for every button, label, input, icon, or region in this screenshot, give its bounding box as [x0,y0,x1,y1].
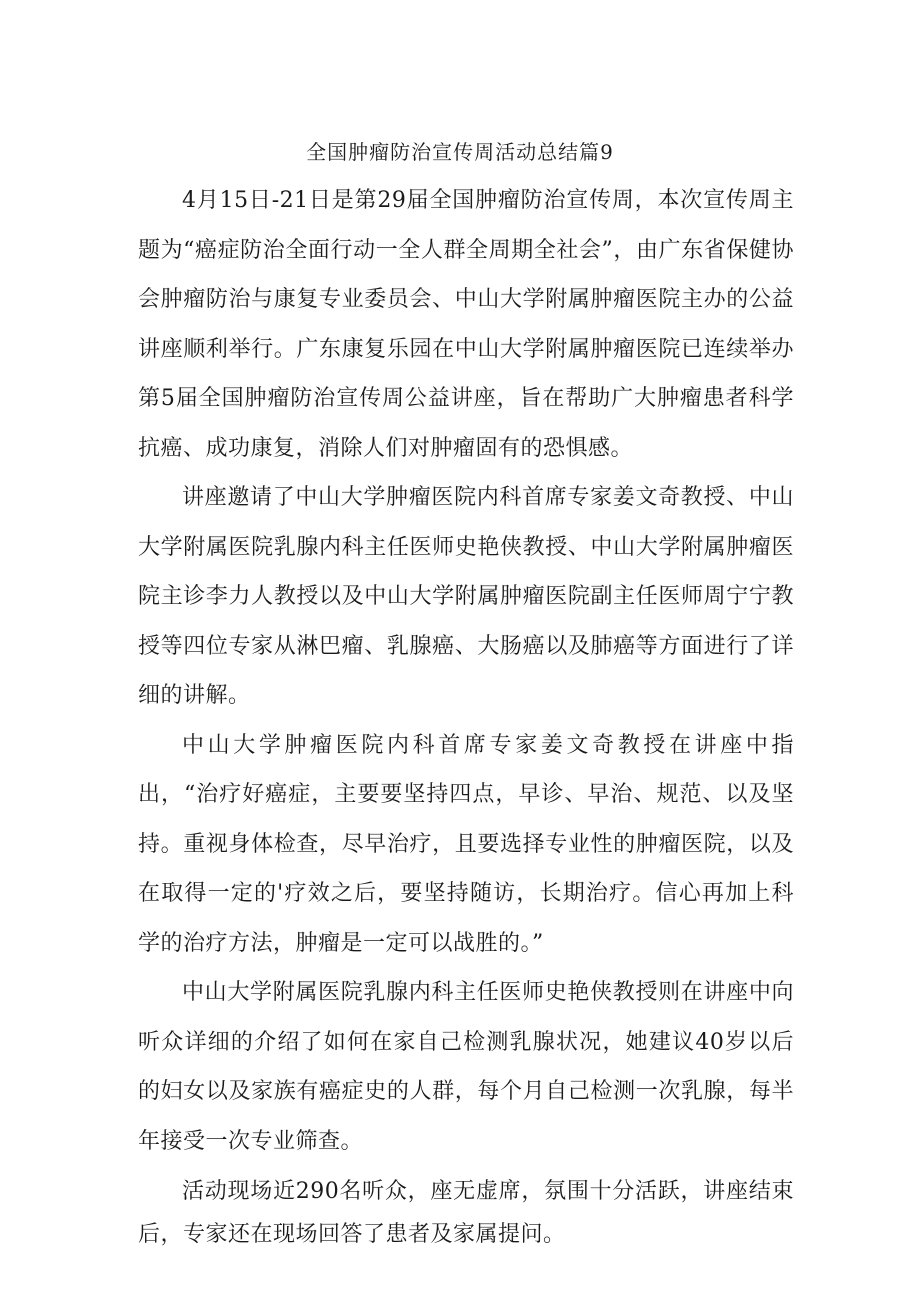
paragraph-4: 中山大学附属医院乳腺内科主任医师史艳侠教授则在讲座中向听众详细的介绍了如何在家自己检测乳腺状况，她建议40岁以后的妇女以及家族有癌症史的人群，每个月自己检测一次乳腺，每半年接受一次专业筛查。 [138,980,794,1154]
paragraph-2: 讲座邀请了中山大学肿瘤医院内科首席专家姜文奇教授、中山大学附属医院乳腺内科主任医师史艳侠教授、中山大学附属肿瘤医院主诊李力人教授以及中山大学附属肿瘤医院副主任医师周宁宁教授等四位专家从淋巴瘤、乳腺癌、大肠癌以及肺癌等方面进行了详细的讲解。 [138,485,794,708]
document-body [138,176,794,1256]
paragraph-1: 4月15日-21日是第29届全国肿瘤防治宣传周，本次宣传周主题为“癌症防治全面行动一全人群全周期全社会”，由广东省保健协会肿瘤防治与康复专业委员会、中山大学附属肿瘤医院主办的公益讲座顺利举行。广东康复乐园在中山大学附属肿瘤医院已连续举办第5届全国肿瘤防治宣传周公益讲座，旨在帮助广大肿瘤患者科学抗癌、成功康复，消除人们对肿瘤固有的恐惧感。 [138,188,794,461]
document-title: 全国肿瘤防治宣传周活动总结篇9 [306,140,614,164]
paragraph-5: 活动现场近290名听众，座无虚席，氛围十分活跃，讲座结束后，专家还在现场回答了患者及家属提问。 [138,1179,794,1247]
paragraph-3: 中山大学肿瘤医院内科首席专家姜文奇教授在讲座中指出，“治疗好癌症，主要要坚持四点，早诊、早治、规范、以及坚持。重视身体检查，尽早治疗，且要选择专业性的肿瘤医院，以及在取得一定的'疗效之后，要坚持随访，长期治疗。信心再加上科学的治疗方法，肿瘤是一定可以战胜的。” [138,732,794,956]
